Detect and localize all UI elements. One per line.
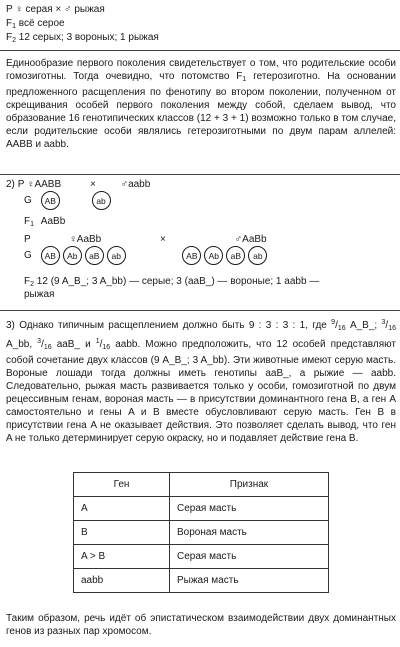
scheme-times: × bbox=[89, 179, 96, 190]
table-row bbox=[74, 497, 329, 521]
para3-text: aabb. Можно предположить, что 12 особей представляют собой сочетание двух классов (9 A_B_; 3 A_bb). Эти животные имеют серую масть. Вороные лошади тогда должны иметь генотипы aaB_, а рыжие — aabb. Следовательно, рыжая масть развивается только у особи, гомозиготной по двум рецессивным генам, вороная масть — в присутствии доминантного гена B, а ген A самостоятельно и гены A и B вместе обусловливают серую масть. Ген B в присутствии гена A не оказывает действия. Это позволяет сделать вывод, что ген A не только детерминирует серую окраску, но и подавляет действие гена B. bbox=[6, 339, 396, 444]
scheme-f2 bbox=[24, 275, 319, 291]
fraction-den: 16 bbox=[337, 325, 346, 332]
scheme-g-label: G bbox=[24, 195, 32, 206]
gamete-circle: AB bbox=[41, 246, 60, 265]
scheme-p2-label: P bbox=[24, 234, 31, 245]
cross-f2-index: 2 bbox=[12, 37, 17, 44]
gamete-circle: AB bbox=[41, 191, 60, 210]
gamete-circle: ab bbox=[107, 246, 126, 265]
para3-text: A_B_; bbox=[345, 320, 382, 331]
divider bbox=[0, 50, 400, 51]
table-header: Признак bbox=[170, 473, 329, 497]
cross-f1 bbox=[6, 17, 159, 31]
fraction-slash: / bbox=[99, 339, 103, 350]
fraction-den: 16 bbox=[102, 344, 111, 351]
scheme-f2-label: F bbox=[24, 276, 31, 287]
table-header-row bbox=[74, 473, 329, 497]
cross-scheme bbox=[6, 3, 159, 45]
gamete-circle: ab bbox=[92, 191, 111, 210]
scheme-g2-label: G bbox=[24, 250, 32, 261]
scheme-number: 2) bbox=[6, 179, 15, 190]
cross-parents: P ♀ серая × ♂ рыжая bbox=[6, 4, 105, 15]
cross-f1-text: всё серое bbox=[16, 18, 65, 29]
fraction-slash: / bbox=[385, 320, 389, 331]
fraction-num: 9 bbox=[331, 319, 336, 326]
scheme-f1-index: 1 bbox=[30, 221, 35, 228]
table-cell-gene: A > B bbox=[74, 545, 170, 569]
gamete-circle: Ab bbox=[63, 246, 82, 265]
gamete-circle: aB bbox=[226, 246, 245, 265]
para1-text-b: гетерозиготно. На основании предложенного расщепления по фенотипу во втором поколении, полученном от скрещивания особей первого поколения между собой, сделаем вывод, что образование 16 генотипических классов (12 + 3 + 1) возможно только в том случае, если родительские особи являлись гетерозиготными по двум парам аллелей: AABB и aabb. bbox=[6, 71, 396, 150]
gamete-circle: AB bbox=[182, 246, 201, 265]
scheme-p2-female: ♀AaBb bbox=[69, 234, 102, 245]
scheme-g1 bbox=[24, 191, 114, 210]
table-cell-trait: Вороная масть bbox=[170, 521, 329, 545]
table-header: Ген bbox=[74, 473, 170, 497]
table-cell-trait: Рыжая масть bbox=[170, 569, 329, 593]
paragraph-3 bbox=[6, 316, 396, 445]
divider bbox=[0, 310, 400, 311]
scheme-f2-line1: 12 (9 A_B_; 3 A_bb) — серые; 3 (aaB_) — вороные; 1 aabb — bbox=[34, 276, 320, 287]
table-cell-trait: Серая масть bbox=[170, 497, 329, 521]
gene-trait-table bbox=[73, 472, 329, 593]
scheme-f1 bbox=[24, 215, 65, 231]
gamete-circle: aB bbox=[85, 246, 104, 265]
fraction-den: 16 bbox=[43, 344, 52, 351]
scheme-f2-cont: рыжая bbox=[24, 289, 55, 300]
para3-text: 3) Однако типичным расщеплением должно быть 9 : 3 : 3 : 1, где bbox=[6, 320, 332, 331]
fraction-slash: / bbox=[335, 320, 338, 331]
fraction-den: 16 bbox=[388, 325, 396, 332]
cross-f2-label: F bbox=[6, 32, 13, 43]
scheme-p2-times: × bbox=[160, 234, 166, 245]
fraction-num: 3 bbox=[381, 319, 386, 326]
cross-f1-label: F bbox=[6, 18, 13, 29]
cross-f2-text: 12 серых; 3 вороных; 1 рыжая bbox=[16, 32, 159, 43]
scheme-p-male: ♂aabb bbox=[120, 179, 151, 190]
table-cell-gene: aabb bbox=[74, 569, 170, 593]
para3-text: aaB_ и bbox=[51, 339, 96, 350]
cross-f2 bbox=[6, 31, 159, 45]
scheme-p-label: P bbox=[17, 179, 25, 190]
gamete-circle: Ab bbox=[204, 246, 223, 265]
scheme-f1-genotype: AaBb bbox=[40, 216, 66, 227]
table-row bbox=[74, 545, 329, 569]
conclusion-text: Таким образом, речь идёт об эпистатическом взаимодействии двух доминантных генов из разных пар хромосом. bbox=[6, 613, 396, 637]
para1-sub: 1 bbox=[242, 76, 247, 83]
divider bbox=[0, 174, 400, 175]
table-row bbox=[74, 521, 329, 545]
para3-text: A_bb, bbox=[6, 339, 38, 350]
fraction-num: 3 bbox=[37, 338, 42, 345]
cross-f1-index: 1 bbox=[12, 23, 17, 30]
fraction-slash: / bbox=[41, 339, 44, 350]
scheme-p2 bbox=[24, 233, 267, 246]
table-cell-trait: Серая масть bbox=[170, 545, 329, 569]
scheme-p2-male: ♂AaBb bbox=[234, 234, 267, 245]
scheme-f2-index: 2 bbox=[30, 281, 35, 288]
fraction-num: 1 bbox=[95, 338, 100, 345]
table-row bbox=[74, 569, 329, 593]
paragraph-1 bbox=[6, 57, 396, 151]
scheme-p-female: ♀AABB bbox=[26, 179, 62, 190]
table-cell-gene: A bbox=[74, 497, 170, 521]
genetic-scheme bbox=[6, 178, 396, 304]
scheme-g2 bbox=[24, 246, 270, 265]
scheme-p1 bbox=[6, 178, 150, 191]
conclusion bbox=[6, 612, 396, 638]
table-cell-gene: B bbox=[74, 521, 170, 545]
scheme-f1-label: F bbox=[24, 216, 31, 227]
para1-text-a: Единообразие первого поколения свидетельствует о том, что родительские особи гомозиготны. Тогда очевидно, что потомство F bbox=[6, 58, 396, 82]
gamete-circle: ab bbox=[248, 246, 267, 265]
